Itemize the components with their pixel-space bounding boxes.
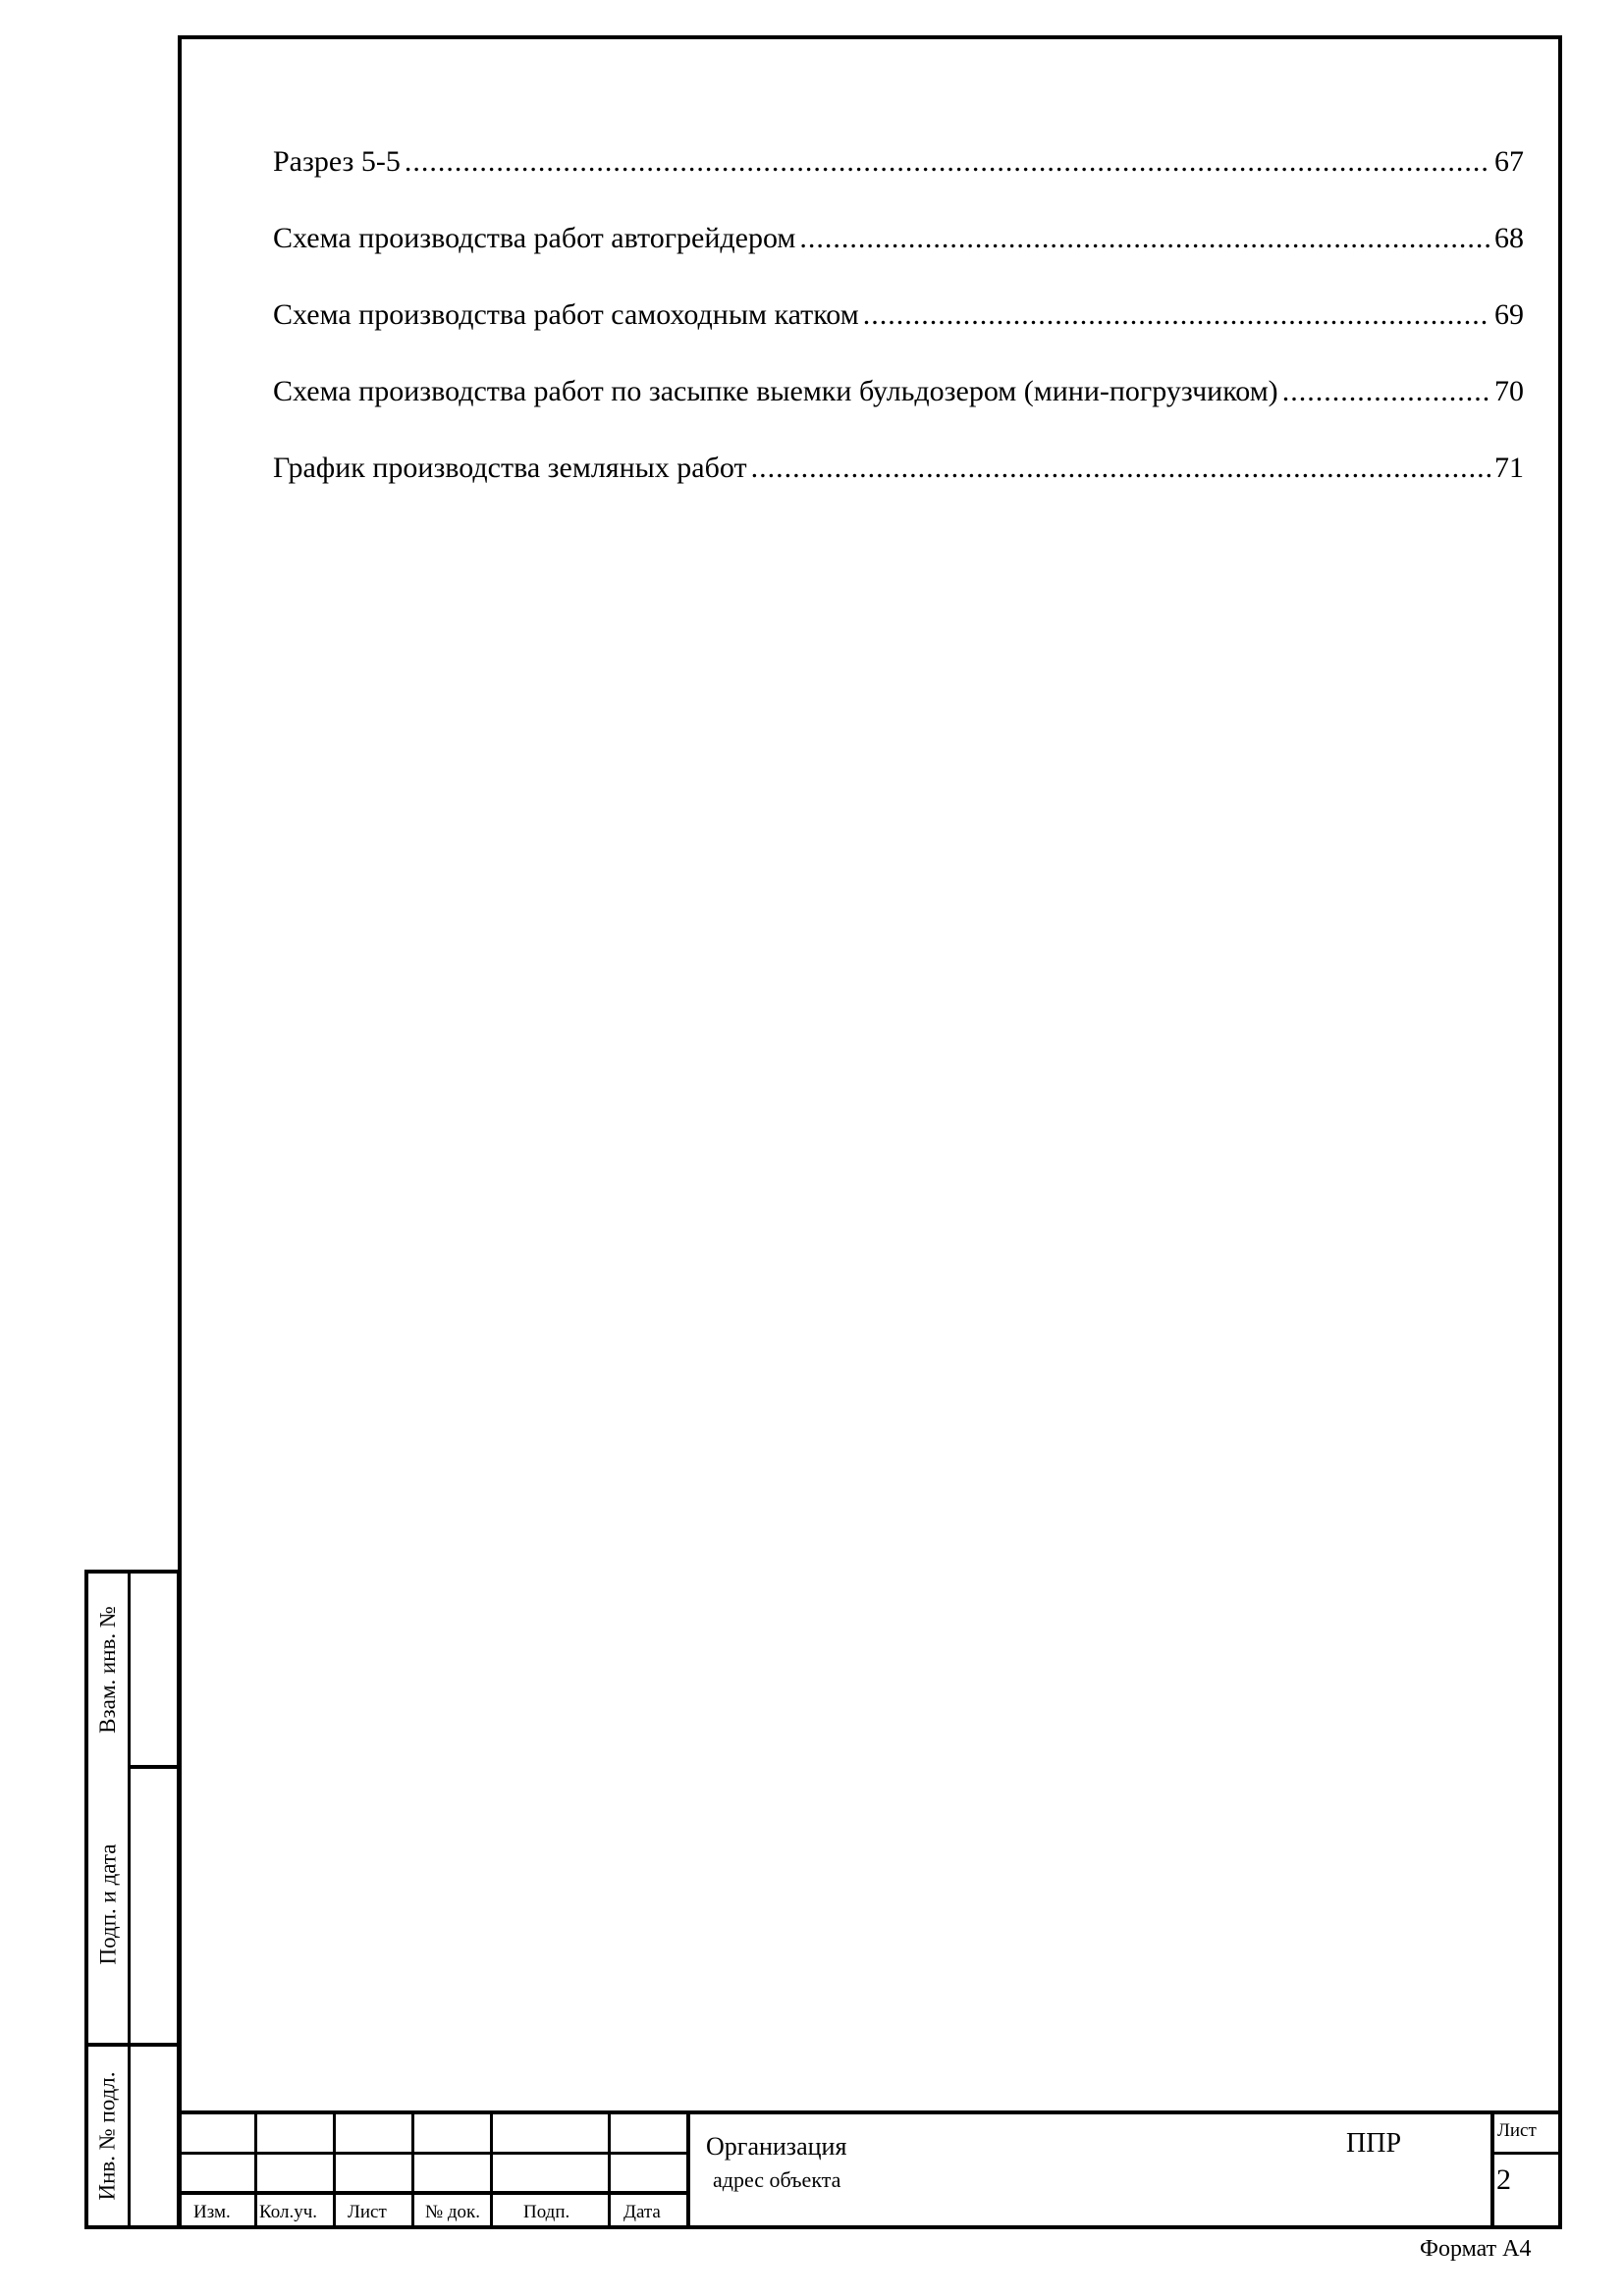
grid-hline	[178, 2152, 686, 2155]
toc-entry-page: 68	[1494, 222, 1524, 254]
toc-entry-title: График производства земляных работ	[273, 452, 747, 484]
header-data: Дата	[623, 2202, 661, 2222]
header-kol-uch: Кол.уч.	[259, 2202, 318, 2222]
grid-vline	[608, 2114, 611, 2229]
grid-vline	[254, 2114, 257, 2229]
toc-entry[interactable]	[273, 147, 1524, 224]
sheet-number: 2	[1496, 2163, 1511, 2196]
podp-data-label: Подп. и дата	[95, 1843, 120, 1964]
header-n-dok: № док.	[425, 2202, 481, 2222]
toc-entry-page: 70	[1494, 375, 1524, 407]
sheet-label: Лист	[1497, 2120, 1537, 2141]
toc-entry-title: Схема производства работ по засыпке выемки бульдозером (мини-погрузчиком)	[273, 375, 1278, 407]
header-list: Лист	[348, 2202, 387, 2222]
toc-dot-leader	[799, 224, 1490, 253]
side-stamp-row-line	[128, 1765, 177, 1769]
document-code: ППР	[1346, 2128, 1402, 2159]
toc-entry[interactable]	[273, 454, 1524, 530]
toc-entry-page: 71	[1494, 452, 1524, 484]
inv-podl-label: Инв. № подл.	[95, 2071, 120, 2201]
side-stamp-divider	[128, 1574, 131, 2225]
toc-entry-page: 67	[1494, 145, 1524, 178]
toc-dot-leader	[1282, 377, 1490, 406]
grid-vline	[686, 2114, 690, 2229]
side-stamp	[84, 1570, 181, 2229]
toc-entry-title: Разрез 5-5	[273, 145, 401, 178]
grid-vline	[490, 2114, 493, 2229]
grid-hline	[178, 2191, 686, 2195]
header-izm: Изм.	[193, 2202, 231, 2222]
toc-dot-leader	[863, 300, 1490, 330]
object-address: адрес объекта	[713, 2167, 841, 2192]
sheet-cell-vline	[1490, 2114, 1494, 2229]
toc-dot-leader	[751, 454, 1490, 483]
toc-entry-page: 69	[1494, 298, 1524, 331]
grid-vline	[333, 2114, 336, 2229]
toc-dot-leader	[405, 147, 1490, 177]
vzam-inv-label: Взам. инв. №	[95, 1605, 120, 1734]
toc-entry-title: Схема производства работ автогрейдером	[273, 222, 796, 254]
format-label: Формат А4	[1420, 2236, 1532, 2262]
toc-entry[interactable]	[273, 224, 1524, 300]
organization-name: Организация	[706, 2132, 847, 2161]
toc-entry-title: Схема производства работ самоходным катком	[273, 298, 859, 331]
sheet-cell-hline	[1490, 2152, 1562, 2155]
toc-entry[interactable]	[273, 377, 1524, 454]
table-of-contents	[273, 147, 1524, 530]
grid-vline	[411, 2114, 414, 2229]
toc-entry[interactable]	[273, 300, 1524, 377]
title-block	[178, 2110, 1562, 2229]
header-podp: Подп.	[523, 2202, 570, 2222]
